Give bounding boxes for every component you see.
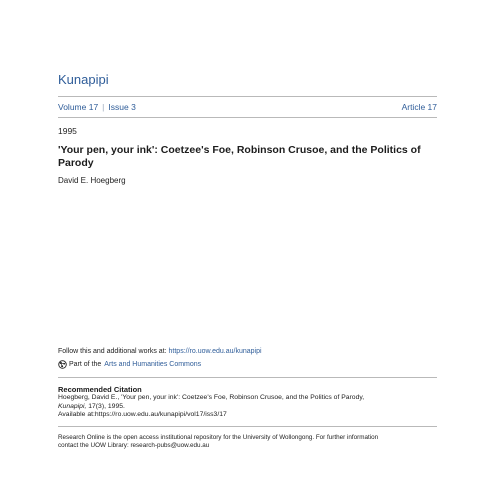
top-divider: [58, 96, 437, 97]
issue-divider: [58, 117, 437, 118]
citation-volume: 17(3), 1995.: [88, 402, 125, 410]
citation-block: [58, 394, 437, 420]
footer-line-2: contact the UOW Library: research-pubs@uow.edu.au: [58, 442, 210, 450]
article-number: Article 17: [401, 102, 437, 112]
recommended-citation-heading: Recommended Citation: [58, 385, 142, 394]
follow-text: Follow this and additional works at:: [58, 348, 167, 355]
follow-url-link[interactable]: https://ro.uow.edu.au/kunapipi: [168, 348, 262, 355]
volume-issue-group: [58, 102, 136, 112]
citation-divider: [58, 377, 437, 378]
repository-footer: [58, 434, 437, 451]
footer-line-1: Research Online is the open access institutional repository for the University of Wollongong. For further information: [58, 434, 379, 441]
network-commons-icon: [58, 360, 67, 369]
citation-line-2: [58, 403, 437, 412]
issue-link[interactable]: Issue 3: [108, 102, 136, 112]
cover-page: [58, 0, 437, 495]
volume-issue-separator: |: [102, 102, 105, 112]
citation-line-1: Hoegberg, David E., 'Your pen, your ink': Coetzee's Foe, Robinson Crusoe, and the Politics of Parody,: [58, 394, 365, 401]
footer-divider: [58, 426, 437, 427]
follow-line: [58, 348, 262, 355]
article-title: 'Your pen, your ink': Coetzee's Foe, Robinson Crusoe, and the Politics of Parody: [58, 144, 421, 169]
commons-link[interactable]: Arts and Humanities Commons: [104, 361, 202, 368]
part-of-line: [58, 360, 201, 369]
volume-link[interactable]: Volume 17: [58, 102, 99, 112]
journal-name-link[interactable]: Kunapipi: [58, 72, 109, 87]
article-author: David E. Hoegberg: [58, 176, 126, 185]
citation-line-3: Available at:https://ro.uow.edu.au/kunapipi/vol17/iss3/17: [58, 411, 227, 419]
part-of-prefix: Part of the: [69, 361, 102, 368]
citation-journal: Kunapipi,: [58, 402, 87, 410]
publication-year: 1995: [58, 126, 77, 136]
